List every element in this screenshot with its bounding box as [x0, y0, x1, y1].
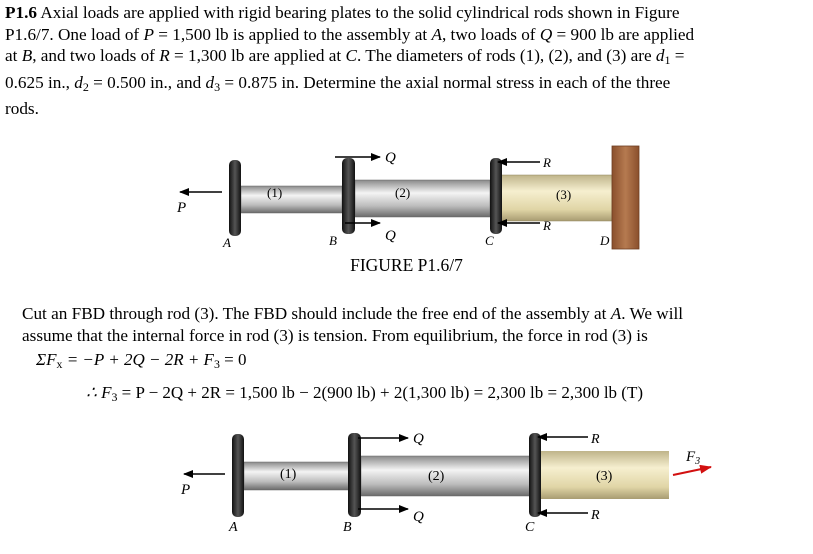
fbd-label-F: $F_3$	[686, 449, 701, 467]
figure-assembly	[0, 0, 813, 255]
fbd-plate-B	[348, 433, 361, 517]
label-P: P	[177, 200, 187, 216]
fbd-plate-C	[529, 433, 541, 517]
fbd-label-R-top: R	[591, 432, 600, 447]
plate-A	[229, 160, 241, 236]
label-R-bottom: R	[543, 218, 551, 233]
solution-text: Cut an FBD through rod (3). The FBD should include the free end of the assembly at A. We will assume that the internal force in rod (3) is tension. From equilibrium, the force in rod (3) is	[22, 304, 684, 345]
label-rod1: (1)	[267, 185, 283, 200]
label-Q-bottom: Q	[385, 228, 396, 244]
label-rod2: (2)	[395, 185, 411, 200]
figure-caption: FIGURE P1.6/7	[350, 255, 463, 275]
problem-statement: P1.6 Axial loads are applied with rigid bearing plates to the solid cylindrical rods shown in Figure P1.6/7. One load of P = 1,500 lb is applied to the assembly at A, two loads of Q = 900 lb are applied at B, and two loads of R = 1,300 lb are applied at C. The diameters of rods (1), (2), and (3) are $d_1$ = 0.625 in., $d_2 = 0.500$ in., and $d_3 = 0.875$ in. Determine the axial normal stress in each of the three rods.	[5, 3, 695, 118]
fbd-label-rod1: (1)	[280, 467, 297, 482]
fbd-rod-2	[361, 456, 531, 496]
wall-D	[612, 146, 639, 249]
label-D: D	[600, 233, 610, 248]
rod-1	[241, 186, 342, 213]
equilibrium-equation: $\Sigma F_x = -P + 2Q - 2R + F_3 = 0$	[36, 350, 247, 371]
problem-id: P1.6	[5, 3, 37, 22]
fbd-label-P: P	[181, 482, 191, 498]
fbd-label-C: C	[525, 520, 535, 535]
fbd-label-rod2: (2)	[428, 469, 445, 484]
rod-2	[355, 180, 490, 217]
fbd-plate-A	[232, 434, 244, 517]
fbd-label-R-bottom: R	[591, 508, 600, 523]
label-B: B	[329, 233, 337, 248]
label-rod3: (3)	[556, 187, 572, 202]
label-A: A	[223, 235, 231, 250]
fbd-label-rod3: (3)	[596, 469, 613, 484]
fbd-label-Q-top: Q	[413, 431, 424, 447]
figure-fbd	[0, 414, 813, 554]
fbd-arrow-F3	[673, 467, 711, 475]
label-C: C	[485, 233, 494, 248]
fbd-label-Q-bottom: Q	[413, 509, 424, 525]
label-R-top: R	[543, 155, 551, 170]
fbd-label-A: A	[229, 520, 238, 535]
force-result-equation: ∴ $F_3 = P - 2Q + 2R = 1,500$ lb − 2(900 lb) + 2(1,300 lb) = 2,300 lb = 2,300 lb (T)	[86, 383, 644, 404]
fbd-label-B: B	[343, 520, 352, 535]
fbd-rod-1	[244, 462, 350, 490]
label-Q-top: Q	[385, 150, 396, 166]
